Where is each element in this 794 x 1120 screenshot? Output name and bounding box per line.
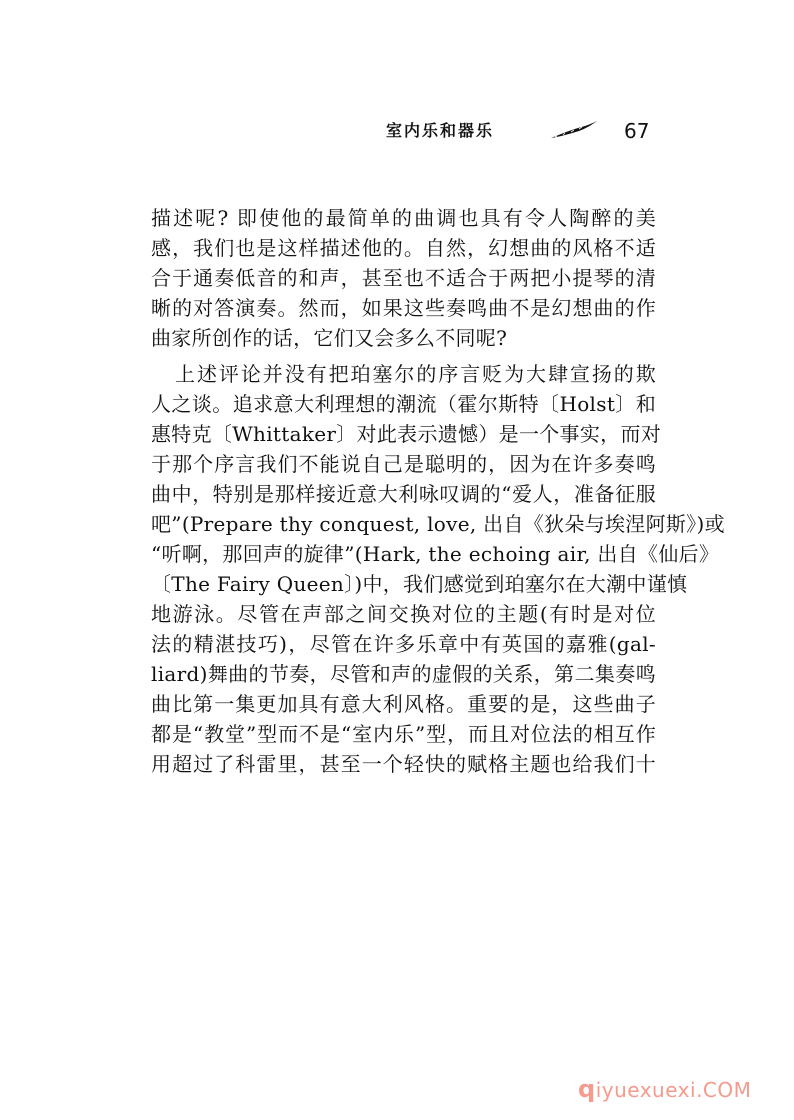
paragraph-1 — [151, 203, 656, 353]
text-line: 曲家所创作的话，它们又会多么不同呢? — [151, 326, 508, 350]
text-line: liard)舞曲的节奏，尽管和声的虚假的关系，第二集奏鸣 — [151, 662, 656, 686]
feather-quill-icon — [549, 120, 599, 140]
text-line: 吧”(Prepare thy conquest, love, 出自《狄朵与埃涅阿斯》)或 — [151, 512, 725, 536]
running-title: 室内乐和器乐 — [386, 121, 495, 140]
text-line: 都是“教堂”型而不是“室内乐”型，而且对位法的相互作 — [151, 722, 656, 746]
text-line: 用超过了科雷里，甚至一个轻快的赋格主题也给我们十 — [151, 752, 656, 776]
text-line: 合于通奏低音的和声，甚至也不适合于两把小提琴的清 — [151, 266, 656, 290]
text-line: 曲中，特别是那样接近意大利咏叹调的“爱人，准备征服 — [151, 482, 656, 506]
page-header — [386, 118, 676, 148]
watermark-logo-letter: q — [578, 1075, 596, 1103]
text-line: 描述呢? 即使他的最简单的曲调也具有令人陶醉的美 — [151, 206, 656, 230]
text-line: 感，我们也是这样描述他的。自然，幻想曲的风格不适 — [151, 236, 656, 260]
text-line: 法的精湛技巧)，尽管在许多乐章中有英国的嘉雅(gal- — [151, 632, 656, 656]
watermark-text: iyuexuexi.COM — [595, 1078, 752, 1102]
text-line: 上述评论并没有把珀塞尔的序言贬为大肆宣扬的欺 — [175, 362, 656, 386]
text-line: 于那个序言我们不能说自己是聪明的，因为在许多奏鸣 — [151, 452, 656, 476]
text-line: 地游泳。尽管在声部之间交换对位的主题(有时是对位 — [151, 602, 656, 626]
site-watermark — [578, 1075, 751, 1103]
body-text — [151, 203, 725, 779]
text-line: 人之谈。追求意大利理想的潮流（霍尔斯特〔Holst〕和 — [151, 392, 656, 416]
text-line: 〔The Fairy Queen〕)中，我们感觉到珀塞尔在大潮中谨慎 — [151, 572, 688, 596]
text-line: 晰的对答演奏。然而，如果这些奏鸣曲不是幻想曲的作 — [151, 296, 656, 320]
text-line: 惠特克〔Whittaker〕对此表示遗憾）是一个事实，而对 — [151, 422, 662, 446]
text-line: 曲比第一集更加具有意大利风格。重要的是，这些曲子 — [151, 692, 656, 716]
text-line: “听啊，那回声的旋律”(Hark, the echoing air, 出自《仙后》 — [151, 542, 720, 566]
paragraph-2 — [151, 359, 725, 779]
page-number: 67 — [624, 119, 650, 143]
